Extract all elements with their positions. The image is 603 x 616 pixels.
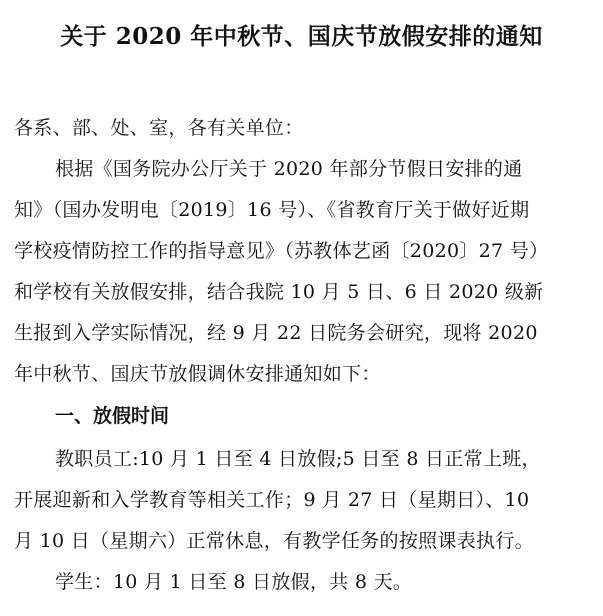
paragraph1-line-3: 学校疫情防控工作的指导意见》（苏教体艺函〔2020〕27 号） (14, 240, 549, 262)
section-heading-holiday-time: 一、放假时间 (55, 405, 170, 427)
paragraph1-line-1: 根据《国务院办公厅关于 2020 年部分节假日安排的通 (55, 158, 523, 180)
staff-line-3: 月 10 日（星期六）正常休息，有教学任务的按照课表执行。 (14, 530, 534, 552)
paragraph1-line-6: 年中秋节、国庆节放假调休安排通知如下： (14, 363, 381, 385)
greeting-line: 各系、部、处、室，各有关单位： (14, 117, 304, 139)
staff-line-2: 开展迎新和入学教育等相关工作；9 月 27 日（星期日）、10 (14, 489, 530, 511)
paragraph1-line-4: 和学校有关放假安排，结合我院 10 月 5 日、6 日 2020 级新 (14, 281, 544, 303)
paragraph1-line-2: 知》（国办发明电〔2019〕16 号）、《省教育厅关于做好近期 (14, 199, 530, 221)
staff-line-1: 教职员工:10 月 1 日至 4 日放假;5 日至 8 日正常上班， (55, 448, 541, 470)
students-line: 学生：10 月 1 日至 8 日放假，共 8 天。 (55, 571, 413, 593)
document-title: 关于 2020 年中秋节、国庆节放假安排的通知 (60, 23, 543, 50)
paragraph1-line-5: 生报到入学实际情况，经 9 月 22 日院务会研究，现将 2020 (14, 322, 538, 344)
